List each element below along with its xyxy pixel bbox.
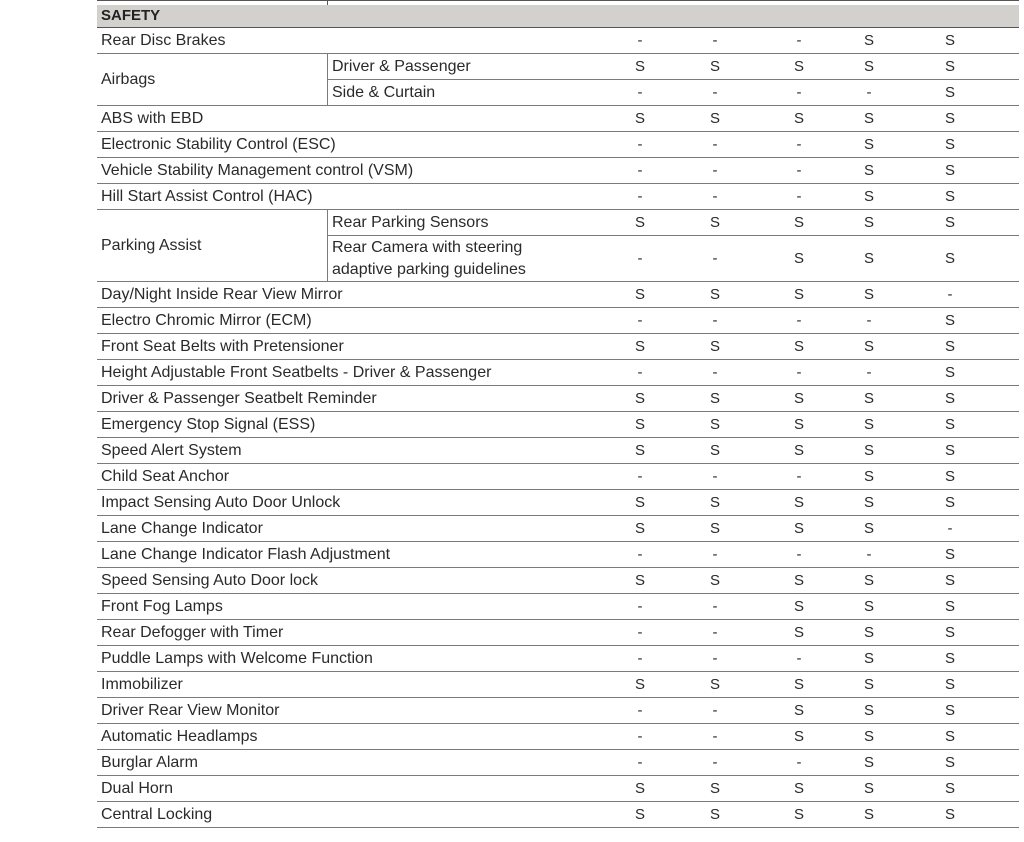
- value-cell: S: [709, 286, 720, 303]
- value-cell: S: [944, 546, 955, 563]
- value-cell: S: [709, 390, 720, 407]
- value-cell: -: [637, 546, 643, 563]
- value-cell: -: [637, 32, 643, 49]
- value-cell: S: [709, 806, 720, 823]
- value-cell: S: [944, 780, 955, 797]
- value-cell: S: [944, 572, 955, 589]
- value-cell: S: [863, 754, 874, 771]
- value-cell: S: [793, 806, 804, 823]
- value-cell: S: [944, 214, 955, 231]
- value-cell: S: [944, 364, 955, 381]
- value-cell: S: [863, 416, 874, 433]
- row-label: Impact Sensing Auto Door Unlock: [101, 494, 341, 511]
- value-cell: -: [637, 650, 643, 667]
- value-cell: S: [709, 520, 720, 537]
- value-cell: S: [634, 286, 645, 303]
- row-label: Child Seat Anchor: [101, 468, 230, 485]
- value-cell: S: [793, 416, 804, 433]
- value-cell: S: [944, 598, 955, 615]
- value-cell: S: [793, 728, 804, 745]
- value-cell: -: [637, 702, 643, 719]
- value-cell: -: [637, 364, 643, 381]
- value-cell: S: [944, 32, 955, 49]
- value-cell: S: [863, 110, 874, 127]
- value-cell: -: [712, 312, 718, 329]
- value-cell: S: [793, 214, 804, 231]
- value-cell: S: [709, 416, 720, 433]
- value-cell: S: [944, 728, 955, 745]
- value-cell: -: [712, 650, 718, 667]
- value-cell: -: [637, 598, 643, 615]
- row-label: Lane Change Indicator Flash Adjustment: [101, 546, 391, 563]
- sub-row-label: Side & Curtain: [332, 84, 436, 101]
- value-cell: -: [637, 624, 643, 641]
- value-cell: -: [796, 188, 802, 205]
- value-cell: S: [863, 520, 874, 537]
- value-cell: S: [863, 162, 874, 179]
- value-cell: S: [793, 702, 804, 719]
- value-cell: -: [712, 728, 718, 745]
- value-cell: -: [866, 364, 872, 381]
- sub-row-label: Rear Parking Sensors: [332, 214, 489, 231]
- row-label: Day/Night Inside Rear View Mirror: [101, 286, 343, 303]
- value-cell: -: [712, 250, 718, 267]
- value-cell: -: [796, 136, 802, 153]
- value-cell: S: [709, 442, 720, 459]
- value-cell: -: [712, 162, 718, 179]
- value-cell: S: [793, 598, 804, 615]
- value-cell: S: [944, 58, 955, 75]
- value-cell: S: [634, 494, 645, 511]
- row-label: Central Locking: [101, 806, 213, 823]
- value-cell: S: [863, 806, 874, 823]
- value-cell: -: [712, 624, 718, 641]
- value-cell: S: [709, 338, 720, 355]
- value-cell: S: [793, 572, 804, 589]
- value-cell: -: [712, 468, 718, 485]
- value-cell: -: [712, 84, 718, 101]
- value-cell: S: [793, 780, 804, 797]
- value-cell: S: [863, 650, 874, 667]
- value-cell: -: [796, 364, 802, 381]
- value-cell: S: [709, 58, 720, 75]
- value-cell: -: [796, 312, 802, 329]
- row-label: Front Fog Lamps: [101, 598, 223, 615]
- value-cell: S: [709, 780, 720, 797]
- value-cell: S: [944, 338, 955, 355]
- row-label: Automatic Headlamps: [101, 728, 258, 745]
- value-cell: -: [866, 312, 872, 329]
- sub-row-label: Driver & Passenger: [332, 58, 471, 75]
- value-cell: S: [863, 188, 874, 205]
- value-cell: S: [793, 110, 804, 127]
- value-cell: S: [863, 598, 874, 615]
- value-cell: -: [712, 754, 718, 771]
- value-cell: S: [634, 416, 645, 433]
- row-label: Height Adjustable Front Seatbelts - Driver & Passenger: [101, 364, 492, 381]
- value-cell: S: [634, 520, 645, 537]
- value-cell: S: [863, 390, 874, 407]
- value-cell: S: [634, 214, 645, 231]
- value-cell: S: [944, 136, 955, 153]
- value-cell: S: [944, 754, 955, 771]
- row-label: Immobilizer: [101, 676, 183, 693]
- row-label: Hill Start Assist Control (HAC): [101, 188, 313, 205]
- value-cell: S: [709, 572, 720, 589]
- value-cell: -: [637, 468, 643, 485]
- row-label: Speed Alert System: [101, 442, 242, 459]
- value-cell: S: [634, 676, 645, 693]
- value-cell: S: [634, 110, 645, 127]
- row-label: Puddle Lamps with Welcome Function: [101, 650, 373, 667]
- value-cell: S: [863, 32, 874, 49]
- sub-row-label: Rear Camera with steering: [332, 239, 523, 256]
- value-cell: S: [709, 676, 720, 693]
- value-cell: S: [793, 250, 804, 267]
- value-cell: S: [793, 390, 804, 407]
- row-label: Dual Horn: [101, 780, 174, 797]
- value-cell: -: [712, 136, 718, 153]
- value-cell: S: [634, 806, 645, 823]
- value-cell: -: [947, 286, 953, 303]
- value-cell: -: [712, 364, 718, 381]
- value-cell: -: [712, 32, 718, 49]
- row-label: Burglar Alarm: [101, 754, 198, 771]
- value-cell: -: [637, 250, 643, 267]
- value-cell: S: [944, 806, 955, 823]
- value-cell: S: [863, 442, 874, 459]
- group-divider: [327, 210, 328, 282]
- value-cell: -: [712, 546, 718, 563]
- value-cell: S: [793, 624, 804, 641]
- value-cell: S: [793, 520, 804, 537]
- value-cell: S: [634, 338, 645, 355]
- value-cell: S: [863, 214, 874, 231]
- value-cell: S: [944, 84, 955, 101]
- value-cell: S: [793, 442, 804, 459]
- value-cell: S: [944, 110, 955, 127]
- value-cell: S: [944, 390, 955, 407]
- value-cell: -: [637, 728, 643, 745]
- value-cell: S: [863, 250, 874, 267]
- value-cell: S: [863, 728, 874, 745]
- row-label: Rear Defogger with Timer: [101, 624, 284, 641]
- value-cell: -: [712, 702, 718, 719]
- value-cell: S: [863, 702, 874, 719]
- value-cell: -: [796, 162, 802, 179]
- value-cell: -: [796, 84, 802, 101]
- value-cell: -: [947, 520, 953, 537]
- row-label: Speed Sensing Auto Door lock: [101, 572, 319, 589]
- value-cell: S: [863, 572, 874, 589]
- value-cell: -: [866, 546, 872, 563]
- group-divider: [327, 54, 328, 106]
- value-cell: S: [944, 702, 955, 719]
- value-cell: S: [944, 188, 955, 205]
- table-top-border: [97, 0, 1019, 1]
- row-label: Parking Assist: [101, 237, 202, 254]
- value-cell: S: [863, 136, 874, 153]
- value-cell: S: [863, 338, 874, 355]
- value-cell: S: [863, 468, 874, 485]
- value-cell: S: [944, 676, 955, 693]
- value-cell: S: [709, 494, 720, 511]
- value-cell: S: [944, 416, 955, 433]
- value-cell: S: [634, 58, 645, 75]
- value-cell: S: [863, 780, 874, 797]
- row-label: Front Seat Belts with Pretensioner: [101, 338, 344, 355]
- value-cell: -: [866, 84, 872, 101]
- sub-row-label-line2: adaptive parking guidelines: [332, 261, 526, 278]
- value-cell: S: [634, 442, 645, 459]
- row-label: Electro Chromic Mirror (ECM): [101, 312, 312, 329]
- row-label: Emergency Stop Signal (ESS): [101, 416, 316, 433]
- value-cell: S: [634, 390, 645, 407]
- value-cell: S: [793, 58, 804, 75]
- row-label: Airbags: [101, 71, 156, 88]
- value-cell: S: [944, 650, 955, 667]
- value-cell: S: [944, 494, 955, 511]
- value-cell: S: [944, 468, 955, 485]
- value-cell: S: [944, 162, 955, 179]
- value-cell: -: [637, 136, 643, 153]
- value-cell: -: [796, 468, 802, 485]
- value-cell: S: [793, 338, 804, 355]
- value-cell: S: [944, 624, 955, 641]
- value-cell: -: [637, 312, 643, 329]
- row-label: Driver & Passenger Seatbelt Reminder: [101, 390, 377, 407]
- row-label: Vehicle Stability Management control (VSM): [101, 162, 414, 179]
- value-cell: S: [634, 780, 645, 797]
- row-label: ABS with EBD: [101, 110, 204, 127]
- value-cell: -: [796, 754, 802, 771]
- value-cell: -: [712, 598, 718, 615]
- value-cell: S: [793, 494, 804, 511]
- section-header-band: [97, 5, 1019, 28]
- value-cell: -: [712, 188, 718, 205]
- value-cell: -: [637, 162, 643, 179]
- row-label: Driver Rear View Monitor: [101, 702, 280, 719]
- value-cell: S: [863, 286, 874, 303]
- row-label: Lane Change Indicator: [101, 520, 263, 537]
- value-cell: -: [796, 32, 802, 49]
- value-cell: -: [637, 84, 643, 101]
- value-cell: -: [796, 546, 802, 563]
- value-cell: S: [709, 214, 720, 231]
- value-cell: S: [863, 494, 874, 511]
- value-cell: -: [637, 754, 643, 771]
- value-cell: S: [863, 58, 874, 75]
- value-cell: -: [796, 650, 802, 667]
- section-title: SAFETY: [101, 7, 161, 24]
- row-label: Electronic Stability Control (ESC): [101, 136, 336, 153]
- value-cell: S: [944, 312, 955, 329]
- value-cell: S: [863, 676, 874, 693]
- value-cell: S: [863, 624, 874, 641]
- value-cell: -: [637, 188, 643, 205]
- value-cell: S: [944, 442, 955, 459]
- value-cell: S: [709, 110, 720, 127]
- row-label: Rear Disc Brakes: [101, 32, 226, 49]
- value-cell: S: [793, 286, 804, 303]
- value-cell: S: [944, 250, 955, 267]
- value-cell: S: [793, 676, 804, 693]
- value-cell: S: [634, 572, 645, 589]
